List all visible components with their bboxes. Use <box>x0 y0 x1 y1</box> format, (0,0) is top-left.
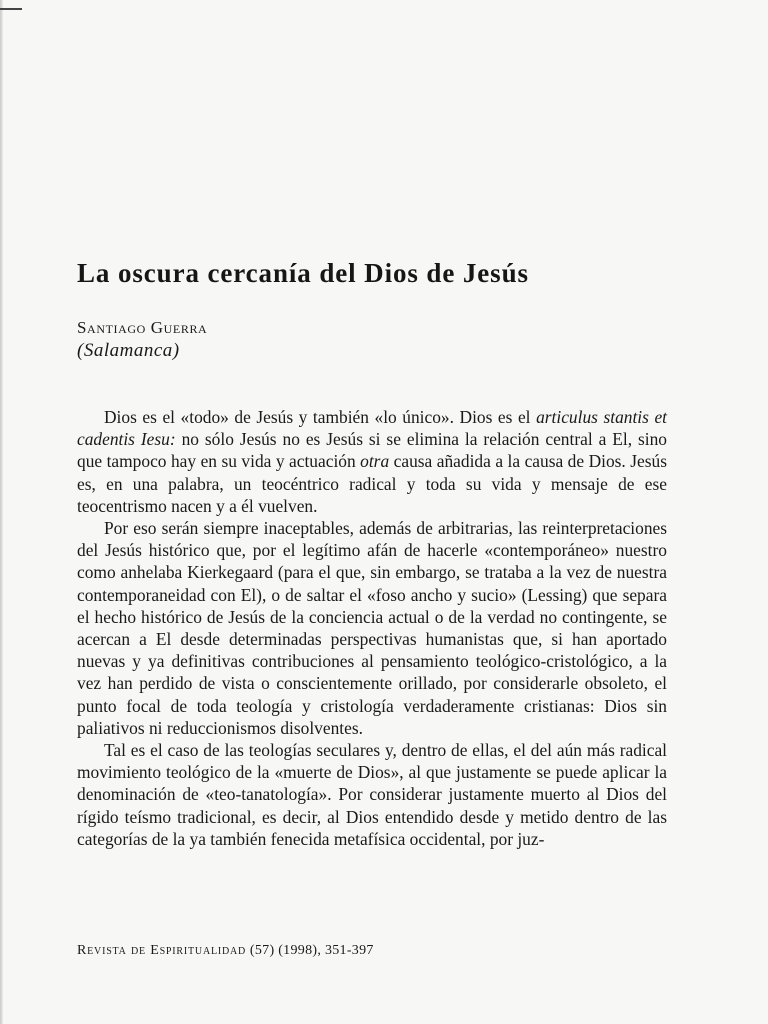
author-affiliation: (Salamanca) <box>77 340 180 361</box>
journal-name: Revista de Espiritualidad <box>77 943 247 958</box>
paragraph-1-text-cont: no sólo Jesús no es Jesús si se elimina la relación central a El, sino que tampoco hay en su vida y actuación <box>77 429 667 472</box>
author-name: Santiago Guerra <box>77 318 208 337</box>
page-footer <box>77 943 374 959</box>
paragraph-1-emphasis: otra <box>360 451 390 472</box>
paragraph-1-text-end: causa añadida a la causa de Dios. Jesús es, en una palabra, un teocéntrico radical y toda su vida y mensaje de ese teocentrismo nacen y a él vuelven. <box>77 451 667 516</box>
article-body <box>77 406 667 850</box>
article-title: La oscura cercanía del Dios de Jesús <box>77 258 529 288</box>
paragraph-1-latin-phrase: articulus stantis et cadentis Iesu: <box>77 407 667 450</box>
scan-mark <box>0 8 22 10</box>
paragraph-2: Por eso serán siempre inaceptables, además de arbitrarias, las reinterpretaciones del Jesús histórico que, por el legítimo afán de hacerle «contemporáneo» nuestro como anhelaba Kierkegaard (para el que, sin embargo, se trataba a la vez de nuestra contemporaneidad con El), o de saltar el «foso ancho y sucio» (Lessing) que separa el hecho histórico de Jesús de la conciencia actual o de la verdad no contingente, se acercan a El desde determinadas perspectivas humanistas que, si han aportado nuevas y ya definitivas contribuciones al pensamiento teológico-cristológico, a la vez han perdido de vista o conscientemente orillado, por considerarle obsoleto, el punto focal de toda teología y cristología verdaderamente cristianas: Dios sin paliativos ni reduccionismos disolventes. <box>77 518 667 738</box>
journal-page <box>77 0 667 1024</box>
paragraph-1 <box>77 406 667 517</box>
scan-edge <box>0 0 3 1024</box>
paragraph-3: Tal es el caso de las teologías seculares y, dentro de ellas, el del aún más radical movimiento teológico de la «muerte de Dios», al que justamente se puede aplicar la denominación de «teo-tanatología». Por considerar justamente muerto al Dios del rígido teísmo tradicional, es decir, al Dios entendido desde y metido dentro de las categorías de la ya también fenecida metafísica occidental, por juz- <box>77 740 667 849</box>
paragraph-1-text: Dios es el «todo» de Jesús y también «lo único». Dios es el <box>104 407 537 427</box>
journal-citation: (57) (1998), 351-397 <box>246 943 374 958</box>
